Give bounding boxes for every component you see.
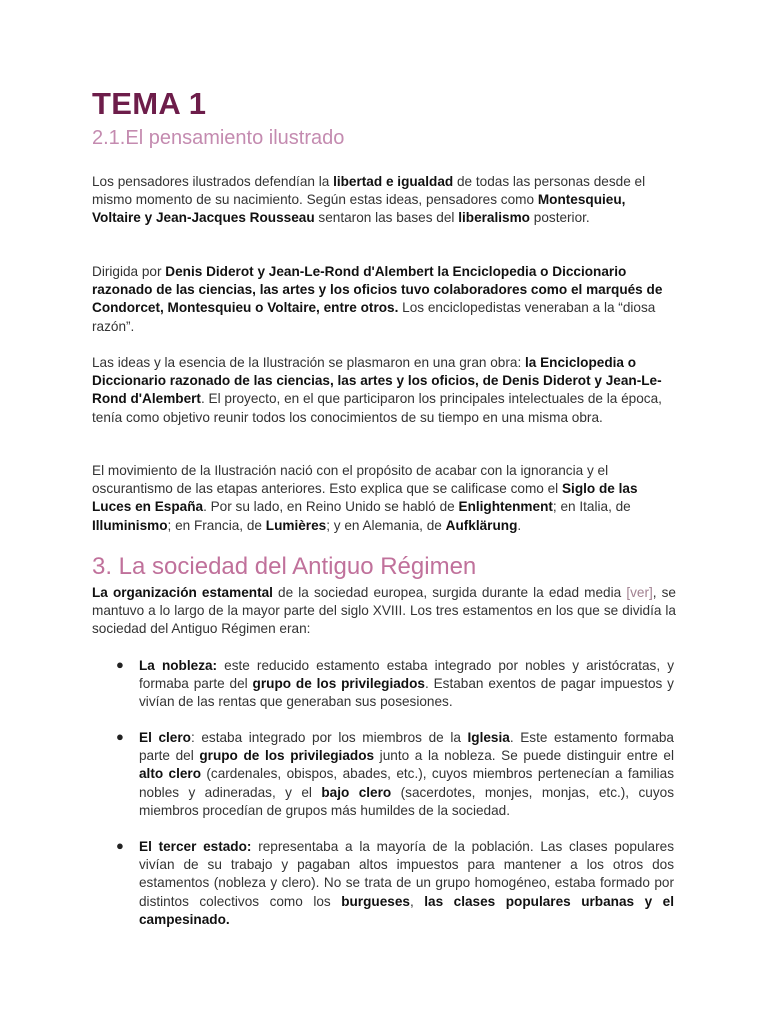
bold-span: grupo de los privilegiados xyxy=(199,748,375,764)
text-span: Las ideas y la esencia de la Ilustración se plasmaron en una gran obra: xyxy=(92,355,525,370)
list-item-clergy xyxy=(139,729,674,820)
text-span: Dirigida por xyxy=(92,264,166,279)
text-span: . xyxy=(517,517,522,533)
paragraph-encyclopedia-work xyxy=(92,354,676,427)
text-span: Los enciclopedistas veneraban a la “diosa razón”. xyxy=(92,300,656,334)
text-span: ; en Francia, de xyxy=(167,517,266,533)
text-span: , xyxy=(409,893,425,909)
text-span: . Este estamento formaba parte del xyxy=(139,730,674,764)
text-span: sentaron las bases del xyxy=(314,210,459,226)
bold-span: liberalismo xyxy=(458,210,530,226)
bold-span: alto clero xyxy=(139,766,202,782)
bold-span: El tercer estado: xyxy=(139,839,252,854)
list-item-nobility xyxy=(139,657,674,712)
bold-span: La organización estamental xyxy=(92,585,273,600)
bold-span: burgueses xyxy=(341,893,410,909)
bold-span: Siglo de las Luces en España xyxy=(92,481,638,515)
text-span: ; y en Alemania, de xyxy=(326,517,446,533)
bold-span: Lumières xyxy=(265,517,327,533)
bold-span: Montesquieu, Voltaire y Jean-Jacques Rousseau xyxy=(92,192,626,226)
bold-span: Iglesia xyxy=(467,730,510,745)
text-span: junto a la nobleza. Se puede distinguir entre el xyxy=(374,748,674,764)
bold-span: La nobleza: xyxy=(139,658,218,673)
section-subtitle: 2.1.El pensamiento ilustrado xyxy=(92,127,345,149)
text-span: (cardenales, obispos, abades, etc.), cuyos miembros pertenecían a familias nobles y adineradas, y el xyxy=(139,766,674,800)
text-span: , se mantuvo a lo largo de la mayor parte del siglo XVIII. Los tres estamentos en los que se dividía la sociedad del Antiguo Régimen eran: xyxy=(92,585,676,637)
paragraph-encyclopedia-directors xyxy=(92,263,676,336)
list-item-third-estate xyxy=(139,838,674,929)
bold-span: El clero xyxy=(139,730,191,745)
bold-span: grupo de los privilegiados xyxy=(252,676,425,692)
text-span: . Estaban exentos de pagar impuestos y vivían de las rentas que generaban sus posesiones. xyxy=(139,676,674,710)
text-span: El movimiento de la Ilustración nació con el propósito de acabar con la ignorancia y el oscurantismo de las etapas anteriores. Esto explica que se calificase como el xyxy=(92,463,609,497)
bullet-icon: ● xyxy=(116,729,124,744)
section-heading: 3. La sociedad del Antiguo Régimen xyxy=(92,553,477,580)
text-span: . Por su lado, en Reino Unido se habló de xyxy=(203,499,459,515)
text-span: (sacerdotes, monjes, monjas, etc.), cuyos miembros procedían de grupos más humildes de la sociedad. xyxy=(139,784,674,818)
bold-span: las clases populares urbanas y el campesinado. xyxy=(139,893,674,927)
text-span: de todas las personas desde el mismo momento de su nacimiento. Según estas ideas, pensadores como xyxy=(92,174,646,208)
document-title: TEMA 1 xyxy=(92,86,207,121)
bullet-icon: ● xyxy=(116,657,124,672)
text-span: de la sociedad europea, surgida durante la edad media xyxy=(272,585,627,600)
bold-span: la Enciclopedia o Diccionario razonado de las ciencias, las artes y los oficios, de Denis Diderot y Jean-Le-Rond d'Alembert xyxy=(92,355,662,407)
bold-span: libertad e igualdad xyxy=(333,174,454,189)
text-span: posterior. xyxy=(530,210,590,226)
bold-span: bajo clero xyxy=(321,784,392,800)
ver-link[interactable]: [ver] xyxy=(626,585,653,600)
text-span: Los pensadores ilustrados defendían la xyxy=(92,174,334,189)
bullet-icon: ● xyxy=(116,838,124,853)
paragraph-liberty xyxy=(92,173,676,228)
text-span: : estaba integrado por los miembros de la xyxy=(190,730,468,745)
text-span: . El proyecto, en el que participaron los principales intelectuales de la época, tenía como objetivo reunir todos los conocimientos de su tiempo en una misma obra. xyxy=(92,391,662,425)
paragraph-enlightenment-names xyxy=(92,462,676,535)
text-span: representaba a la mayoría de la población. Las clases populares vivían de su trabajo y pagaban altos impuestos para mantener a los otros dos estamentos (nobleza y clero). No se trata de un grupo homogéneo, estaba formado por distintos colectivos como los xyxy=(139,839,675,909)
bold-span: Aufklärung xyxy=(445,517,518,533)
bold-span: Illuminismo xyxy=(92,517,168,533)
text-span: este reducido estamento estaba integrado por nobles y aristócratas, y formaba parte del xyxy=(139,658,674,692)
bold-span: Enlightenment xyxy=(458,499,553,515)
bold-span: Denis Diderot y Jean-Le-Rond d'Alembert la Enciclopedia o Diccionario razonado de las ciencias, las artes y los oficios tuvo colaboradores como el marqués de Condorcet, Montesquieu o Voltaire, entre otros. xyxy=(92,264,663,316)
text-span: ; en Italia, de xyxy=(552,499,631,515)
paragraph-society-intro xyxy=(92,584,676,639)
